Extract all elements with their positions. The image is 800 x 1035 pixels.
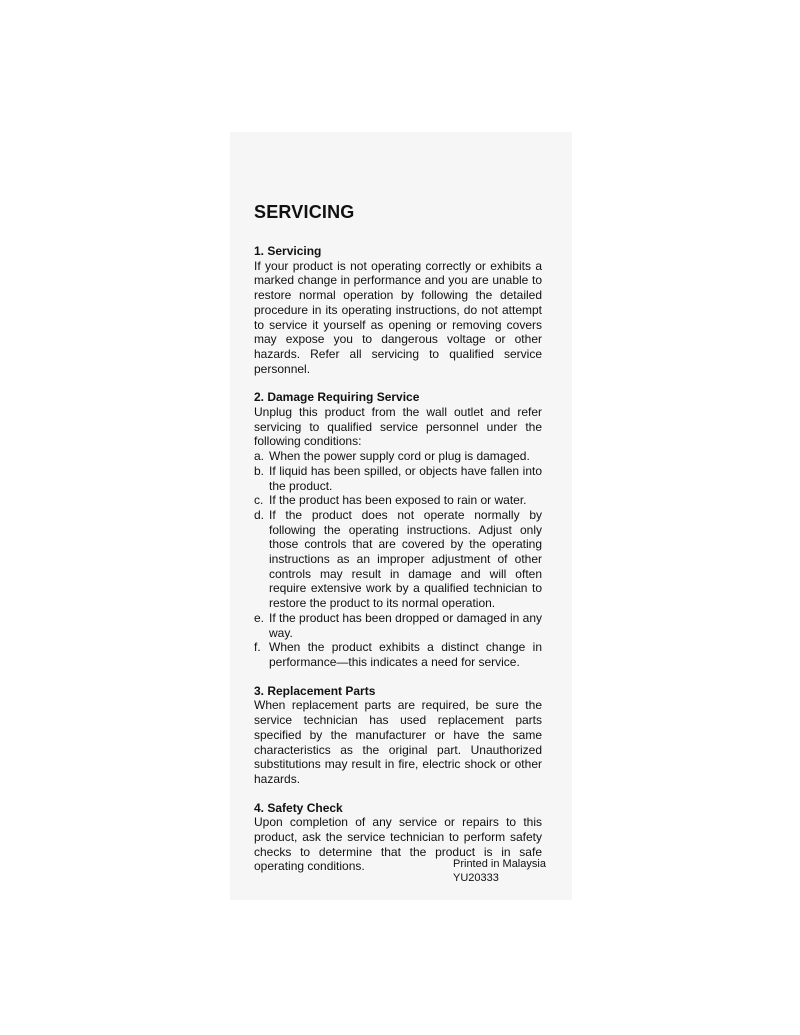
list-item-text: If liquid has been spilled, or objects have fallen into the product. xyxy=(269,463,542,493)
page-title: SERVICING xyxy=(254,202,355,222)
list-item xyxy=(254,464,542,493)
printed-in-label: Printed in Malaysia xyxy=(453,858,546,870)
section-heading: 2. Damage Requiring Service xyxy=(254,390,420,405)
section-replacement-parts xyxy=(254,684,542,787)
list-marker: c. xyxy=(254,493,264,508)
section-body: Unplug this product from the wall outlet and refer servicing to qualified service personnel under the following conditions: xyxy=(254,405,542,449)
list-item xyxy=(254,449,542,464)
section-servicing xyxy=(254,244,542,376)
section-body: Upon completion of any service or repairs to this product, ask the service technician to perform safety checks to determine that the product is in safe operating conditions. xyxy=(254,815,542,874)
footer xyxy=(453,858,546,885)
list-item xyxy=(254,640,542,669)
list-item-text: When the power supply cord or plug is damaged. xyxy=(269,449,530,464)
section-damage-requiring-service xyxy=(254,390,542,669)
list-marker: e. xyxy=(254,610,265,625)
list-item-text: If the product does not operate normally by following the operating instructions. Adjust only those controls that are covered by the operating instructions as an improper adjustment of other controls may result in damage and will often require extensive work by a qualified technician to restore the product to its normal operation. xyxy=(269,507,542,611)
section-body: When replacement parts are required, be sure the service technician has used replacement parts specified by the manufacturer or have the same characteristics as the original part. Unauthorized substitutions may result in fire, electric shock or other hazards. xyxy=(254,698,542,786)
list-marker: f. xyxy=(254,640,261,655)
list-item xyxy=(254,508,542,611)
list-marker: a. xyxy=(254,449,265,464)
section-heading: 1. Servicing xyxy=(254,244,322,258)
list-marker: d. xyxy=(254,507,265,522)
list-item-text: If the product has been exposed to rain or water. xyxy=(269,493,527,508)
conditions-list xyxy=(254,449,542,670)
document-content xyxy=(254,200,542,888)
list-item-text: If the product has been dropped or damaged in any way. xyxy=(269,610,542,640)
list-item xyxy=(254,493,542,508)
list-marker: b. xyxy=(254,463,265,478)
section-heading: 3. Replacement Parts xyxy=(254,683,376,698)
list-item xyxy=(254,611,542,640)
document-code: YU20333 xyxy=(453,871,499,884)
list-item-text: When the product exhibits a distinct change in performance—this indicates a need for service. xyxy=(269,640,542,669)
section-heading: 4. Safety Check xyxy=(254,800,343,815)
section-body: If your product is not operating correctly or exhibits a marked change in performance and you are unable to restore normal operation by following the detailed procedure in its operating instructions, do not attempt to service it yourself as opening or removing covers may expose you to dangerous voltage or other hazards. Refer all servicing to qualified service personnel. xyxy=(254,258,542,376)
